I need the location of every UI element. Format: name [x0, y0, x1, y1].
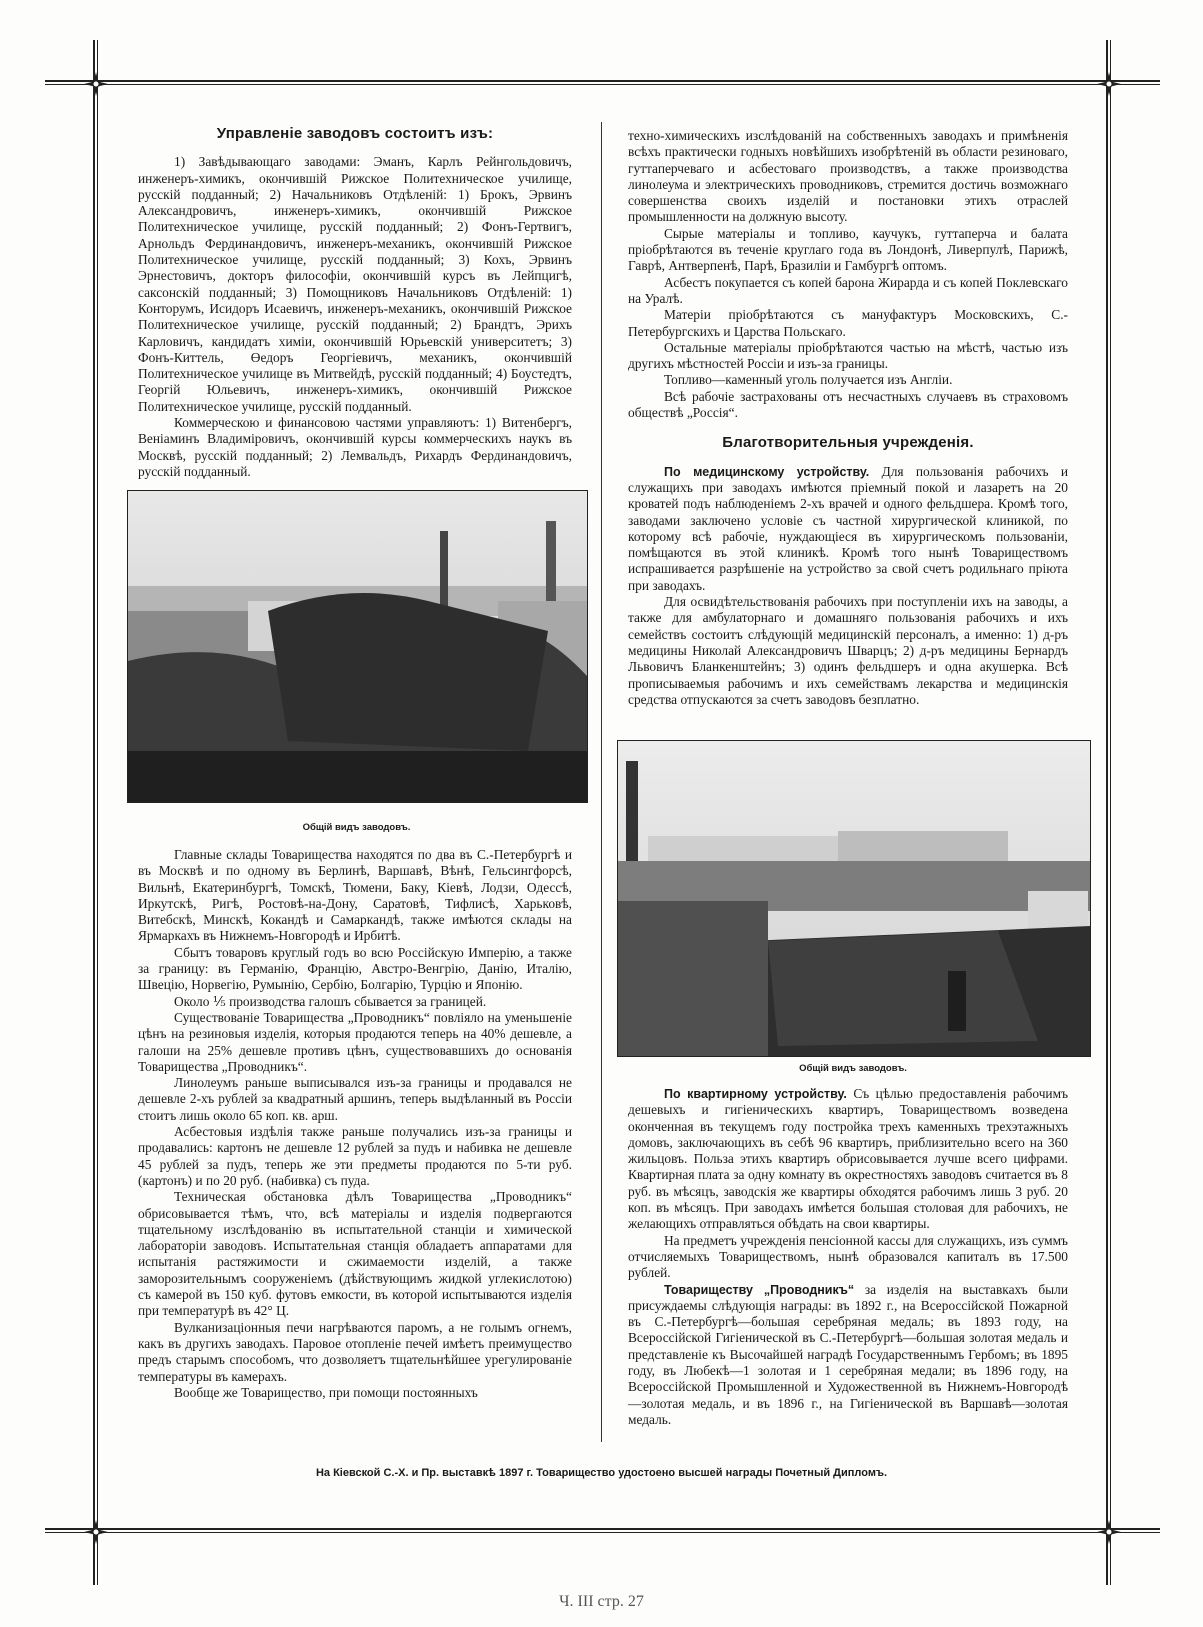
left-column-bottom [138, 847, 572, 1401]
right-column-bottom [628, 1086, 1068, 1428]
column-divider [601, 122, 602, 1442]
awards-paragraph [628, 1282, 1068, 1429]
linoleum-paragraph: Линолеумъ раньше выписывался изъ-за границы и продавался не дешевле 2-хъ рублей за квадратный аршинъ, теперь выдѣланный въ Россіи стоитъ лишь около 65 коп. кв. арш. [138, 1075, 572, 1123]
charity-heading: Благотворительныя учрежденія. [722, 434, 974, 452]
diploma-note: На Кіевской С.-Х. и Пр. выставкѣ 1897 г. Товарищество удостоено высшей награды Почетный Дипломъ. [315, 1467, 888, 1479]
general-paragraph: Вообще же Товарищество, при помощи постоянныхъ [174, 1384, 478, 1400]
corner-ornament-icon [1097, 72, 1121, 96]
raw-materials-paragraph: Сырые матеріалы и топливо, каучукъ, гуттаперча и балата пріобрѣтаются въ теченіе круглаго года въ Лондонѣ, Ливерпулѣ, Парижѣ, Гаврѣ, Антверпенѣ, Парѣ, Бразиліи и Гамбургѣ оптомъ. [628, 225, 1068, 274]
finance-paragraph: Коммерческою и финансовою частями управляютъ: 1) Витенбергъ, Веніаминъ Владиміровичъ, окончившій курсы коммерческихъ наукъ въ Москвѣ, русскій подданный; 2) Лемвальдъ, Рихардъ Фердинандовичъ, русскій подданный. [138, 415, 572, 479]
fuel-paragraph: Топливо—каменный уголь получается изъ Англіи. [664, 372, 953, 388]
medical-paragraph [628, 464, 1068, 594]
technical-paragraph: Техническая обстановка дѣлъ Товарищества „Проводникъ“ обрисовывается тѣмъ, что, всѣ матеріалы и изделія подвергаются тщательному изслѣдованію въ испытательной станціи и химической лабораторіи заводовъ. Испытательная станція обладаетъ аппаратами для испытанія растяжимости и сжимаемости изделій, а также заморозительнымъ сооруженіемъ (дѣйствующимъ жидкой углекислотою) съ камерой въ 150 куб. футовъ емкости, въ которой испытываются изделія при температурѣ въ 42° Ц. [138, 1189, 572, 1319]
prices-paragraph: Существованіе Товарищества „Проводникъ“ повліяло на уменьшеніе цѣнъ на резиновыя изделія, которыя продаются теперь на 40% дешевле, а галоши на 25% дешевле противъ цѣнъ, существовавшихъ до основанія Товарищества „Проводникъ“. [138, 1009, 572, 1074]
fabrics-paragraph: Матеріи пріобрѣтаются съ мануфактуръ Московскихъ, С.-Петербургскихъ и Царства Польскаго. [628, 307, 1068, 339]
frame-right-rule [1106, 40, 1111, 1585]
management-heading: Управленіе заводовъ состоитъ изъ: [216, 125, 494, 142]
awards-lead: Товариществу „Проводникъ“ [664, 1282, 855, 1297]
factory-photo-right [617, 740, 1091, 1057]
awards-text: за изделія на выставкахъ были присуждаемы слѣдующія награды: въ 1892 г., на Всероссійской Пожарной въ С.-Петербургѣ—большая серебряная медаль; въ 1893 году, на Всероссійской Гигіенической въ С.-Петербургѣ—большая золотая медаль и представленіе къ Высочайшей наградѣ Государственнымъ Гербомъ; въ 1895 году, въ Любекѣ—1 золотая и 1 серебряная медали; въ 1896 году, на Всероссійской Промышленной и Художественной въ Нижнемъ-Новгородѣ—золотая медаль, и въ 1896 г., на Гигіенической въ Варшавѣ—золотая медаль. [628, 1281, 1068, 1427]
housing-lead: По квартирному устройству. [664, 1087, 847, 1101]
housing-paragraph [628, 1086, 1068, 1233]
corner-ornament-icon [1097, 1520, 1121, 1544]
corner-ornament-icon [84, 72, 108, 96]
medical-staff-paragraph: Для освидѣтельствованія рабочихъ при поступленіи ихъ на заводы, а также для амбулаторнаго и домашняго пользованія рабочихъ и ихъ семействъ состоитъ слѣдующій медицинскій персоналъ, а именно: 1) д-ръ медицины Николай Александровичъ Шварцъ; 2) д-ръ медицины Бернардъ Львовичъ Бланкенштейнъ; 3) одинъ фельдшеръ и одна акушерка. Всѣ прописываемыя рабочимъ и ихъ семействамъ лекарства и медицинскія средства отпускаются за счетъ заводовъ безплатно. [628, 594, 1068, 707]
pension-paragraph: На предметъ учрежденія пенсіонной кассы для служащихъ, изъ суммъ отчисляемыхъ Товариществомъ, нынѣ образовался капиталъ въ 17.500 рублей. [628, 1232, 1068, 1281]
insurance-paragraph: Всѣ рабочіе застрахованы отъ несчастныхъ случаевъ въ страховомъ обществѣ „Россія“. [628, 388, 1068, 421]
asbestos-paragraph: Асбестовыя издѣлія также раньше получались изъ-за границы и продавались: картонъ не дешевле 12 рублей за пудъ и набивка не дешевле 45 рублей за пудъ, теперь же эти предметы продаются по 5-ти руб. (картонъ) и по 20 руб. (набивка) съ пуда. [138, 1124, 572, 1188]
corner-ornament-icon [84, 1520, 108, 1544]
left-column-top [138, 120, 572, 480]
vulcanization-paragraph: Вулканизаціонныя печи нагрѣваются паромъ, а не голымъ огнемъ, какъ въ другихъ заводахъ. Паровое отопленіе печей имѣетъ преимущество предъ старымъ способомъ, что дозволяетъ тщательнѣйшее урегулированіе температуры въ камерахъ. [138, 1319, 572, 1384]
photo-caption-right: Общій видъ заводовъ. [799, 1063, 907, 1074]
medical-lead: По медицинскому устройству. [664, 464, 870, 479]
photo-caption-left: Общій видъ заводовъ. [302, 822, 411, 833]
research-paragraph: техно-химическихъ изслѣдованій на собственныхъ заводахъ и примѣненія всѣхъ практически годныхъ новѣйшихъ изобрѣтеній въ области резиноваго, гуттаперчеваго и асбестоваго производствъ, а также производства линолеума и электрическихъ проводниковъ, стремится достичь возможнаго совершенства своихъ изделій и постановки этихъ отраслей промышленности на должную высоту. [628, 128, 1068, 225]
sales-paragraph: Сбытъ товаровъ круглый годъ во всю Россійскую Имперію, а также за границу: въ Германію, Францію, Австро-Венгрію, Данію, Италію, Швецію, Норвегію, Румынію, Сербію, Болгарію, Турцію и Японію. [138, 944, 572, 993]
frame-left-rule [93, 40, 98, 1585]
page-number: Ч. III стр. 27 [559, 1593, 644, 1610]
warehouses-paragraph: Главные склады Товарищества находятся по два въ С.-Петербургѣ и въ Москвѣ и по одному въ Берлинѣ, Варшавѣ, Вѣнѣ, Гельсингфорсѣ, Вильнѣ, Екатеринбургѣ, Томскѣ, Тюмени, Баку, Кіевѣ, Лодзи, Одессѣ, Иркутскѣ, Ригѣ, Ростовѣ-на-Дону, Саратовѣ, Тифлисѣ, Харьковѣ, Витебскѣ, Минскѣ, Кокандѣ и Самаркандѣ, также имѣются склады на Ярмаркахъ въ Нижнемъ-Новгородѣ и Ирбитѣ. [138, 847, 572, 944]
factory-photo-left [127, 490, 588, 803]
right-column-top [628, 128, 1068, 708]
housing-text: Съ цѣлью предоставленія рабочимъ дешевыхъ и гигіеническихъ квартиръ, Товариществомъ возведена оконченная въ текущемъ году постройка трехъ каменныхъ трехэтажныхъ домовъ, заключающихъ въ себѣ 96 квартиръ, приблизительно всего на 360 жильцовъ. Польза этихъ квартиръ обрисовывается лучше всего цифрами. Квартирная плата за одну комнату въ окрестностяхъ заводовъ считается въ 8 руб. въ мѣсяцъ, заводскія же квартиры обходятся рабочимъ лишь 3 руб. 20 коп. въ мѣсяцъ. При заводахъ имѣется большая столовая для рабочихъ, не желающихъ отправляться обѣдать на свои квартиры. [628, 1086, 1068, 1232]
medical-text: Для пользованія рабочихъ и служащихъ при заводахъ имѣются пріемный покой и лазаретъ на 20 кроватей подъ наблюденіемъ 2-хъ врачей и одного фельдшера. Кромѣ того, заводами заключено условіе съ частной хирургической клиникой, по которому всѣ рабочіе, нуждающіеся въ хирургическомъ пользованіи, помѣщаются въ этой клиникѣ. Кромѣ того нынѣ Товариществомъ испрашивается разрѣшеніе на устройство за свой счетъ родильнаго пріюта при заводахъ. [628, 463, 1069, 593]
galoshes-paragraph: Около ⅕ производства галошъ сбывается за границей. [174, 993, 487, 1009]
factory-courtyard-image [618, 741, 1090, 1056]
other-materials-paragraph: Остальные матеріалы пріобрѣтаются частью на мѣстѣ, частью изъ другихъ мѣстностей Россіи и изъ-за границы. [628, 339, 1068, 372]
asbestos-source-paragraph: Асбестъ покупается съ копей барона Жирарда и съ копей Поклевскаго на Уралѣ. [628, 274, 1068, 306]
management-paragraph: 1) Завѣдывающаго заводами: Эманъ, Карлъ Рейнгольдовичъ, инженеръ-химикъ, окончившій Рижское Политехническое училище, русскій подданный; 2) Начальниковъ Отдѣленій: 1) Брокъ, Эрвинъ Александровичъ, инженеръ-химикъ, окончившій Рижское Политехническое училище, русскій подданный; 2) Фонъ-Гертвигъ, Арнольдъ Фердинандовичъ, инженеръ-механикъ, окончившій Рижское Политехническое училище, русскій подданный; 3) Кохъ, Эрвинъ Эрнестовичъ, докторъ философіи, окончившій курсъ въ Лейпцигѣ, саксонскій подданный; 3) Помощниковъ Начальниковъ Отдѣленій: 1) Конторумъ, Исидоръ Исаевичъ, инженеръ-механикъ, окончившій Рижское Политехническое училище, русскій подданный; 2) Брандтъ, Эрихъ Карловичъ, кандидатъ химіи, окончившій Юрьевскій университетъ; 3) Фонъ-Киттель, Өедоръ Георгіевичъ, механикъ, окончившій Политехническое училище въ Митвейдѣ, русскій подданный; 4) Боустедтъ, Георгій Юльевичъ, инженеръ-химикъ, окончившій Рижское Политехническое училище, русскій подданный. [138, 154, 572, 414]
factory-landscape-image [128, 491, 587, 802]
frame-top-rule [45, 80, 1160, 85]
frame-bottom-rule [45, 1528, 1160, 1533]
